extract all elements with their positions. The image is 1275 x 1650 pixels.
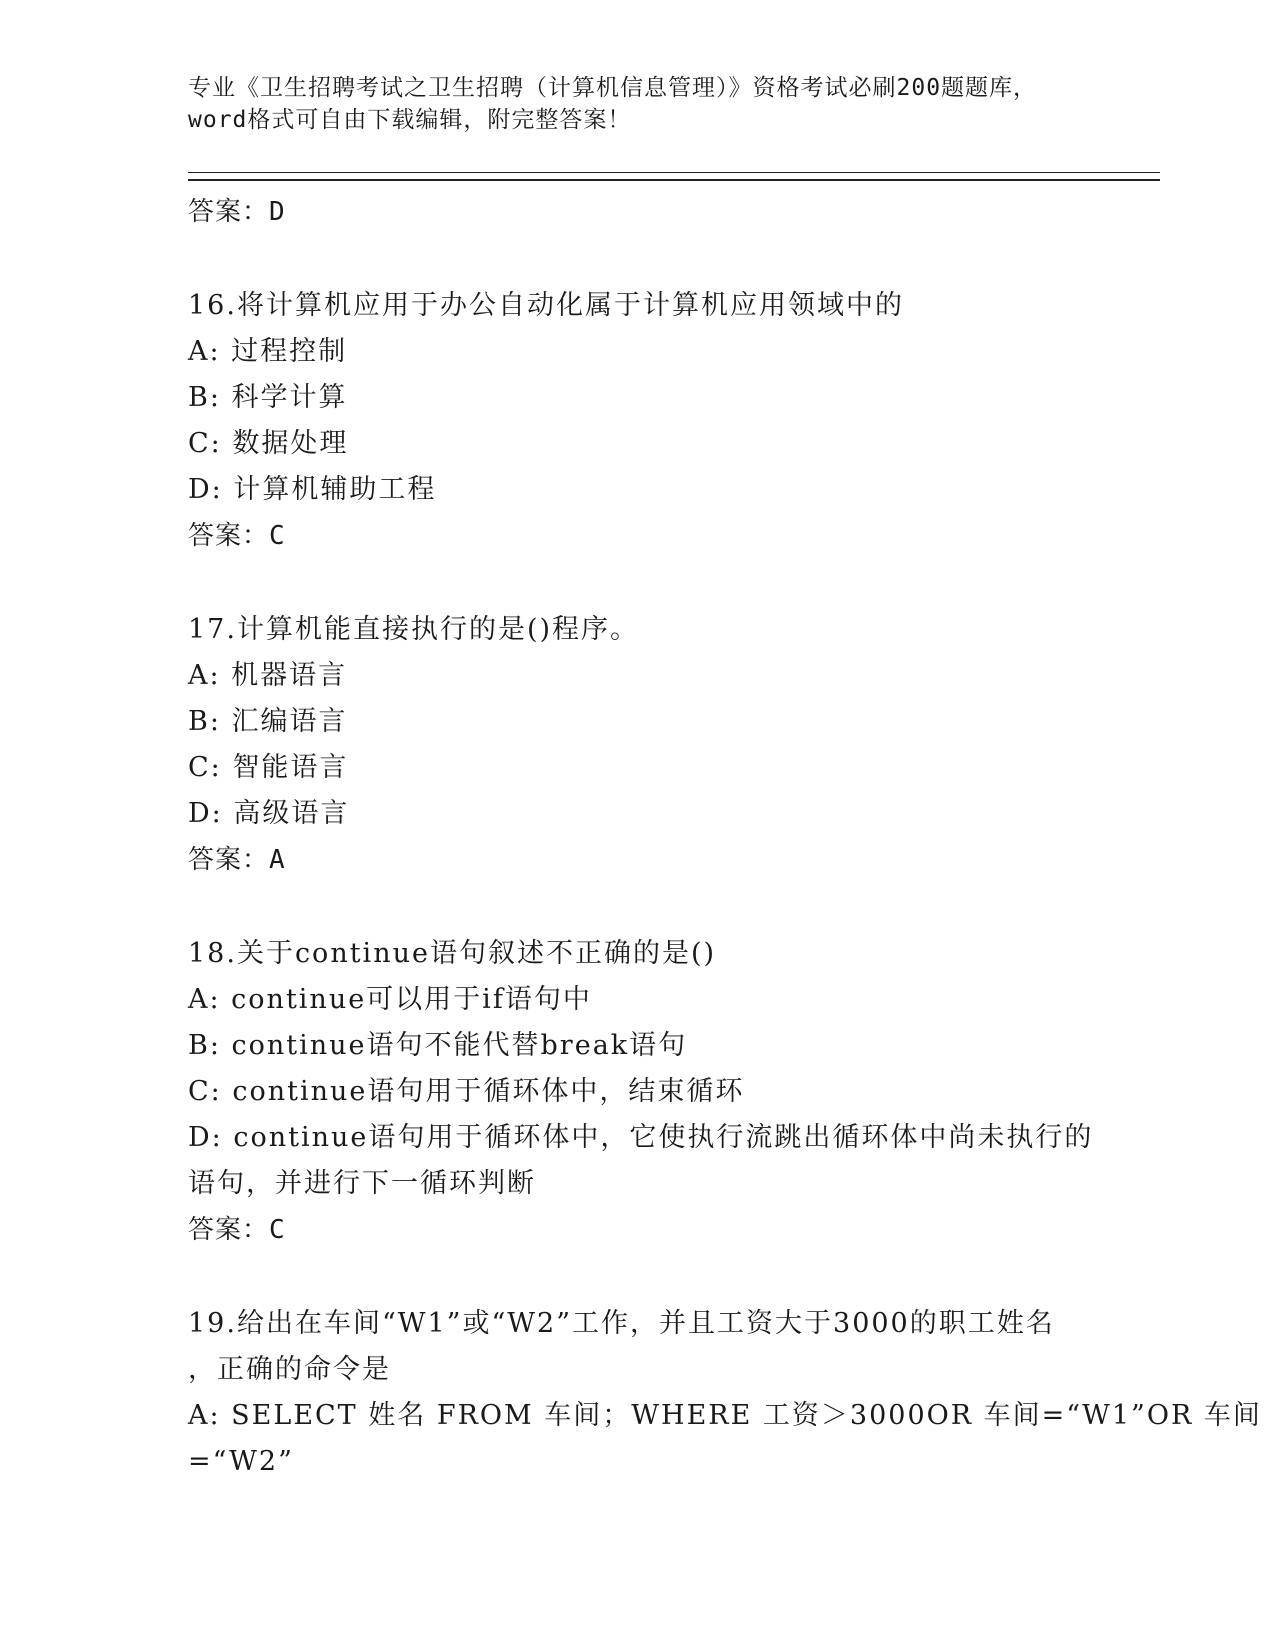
question-17 xyxy=(188,607,1160,883)
question-stem-continuation: ，正确的命令是 xyxy=(188,1354,391,1385)
option-b: B: 汇编语言 xyxy=(188,706,348,737)
answer: 答案：C xyxy=(188,1215,286,1245)
answer: 答案：C xyxy=(188,521,286,551)
option-a: A: continue可以用于if语句中 xyxy=(188,984,592,1015)
document-header-line-2: word格式可自由下载编辑，附完整答案！ xyxy=(188,107,632,133)
document-page xyxy=(188,72,1262,1485)
question-stem: 19.给出在车间“W1”或“W2”工作，并且工资大于3000的职工姓名 xyxy=(188,1308,1055,1339)
option-c: C: continue语句用于循环体中，结束循环 xyxy=(188,1076,745,1107)
option-c: C: 智能语言 xyxy=(188,752,349,783)
question-18 xyxy=(188,931,1160,1253)
option-d-continuation: 语句，并进行下一循环判断 xyxy=(188,1168,536,1199)
option-a: A: 机器语言 xyxy=(188,660,348,691)
option-d: D: continue语句用于循环体中，它使执行流跳出循环体中尚未执行的 xyxy=(188,1122,1094,1153)
option-d: D: 计算机辅助工程 xyxy=(188,474,437,505)
answer: 答案：A xyxy=(188,845,286,875)
option-a-continuation: =“W2” xyxy=(188,1446,294,1477)
option-a: A: 过程控制 xyxy=(188,336,348,367)
question-stem: 18.关于continue语句叙述不正确的是() xyxy=(188,938,717,969)
option-d: D: 高级语言 xyxy=(188,798,350,829)
option-c: C: 数据处理 xyxy=(188,428,349,459)
question-19 xyxy=(188,1301,1262,1485)
option-b: B: 科学计算 xyxy=(188,382,348,413)
header-double-rule xyxy=(188,172,1160,181)
option-a: A: SELECT 姓名 FROM 车间；WHERE 工资＞3000OR 车间=“W1”OR 车间 xyxy=(188,1400,1262,1431)
option-b: B: continue语句不能代替break语句 xyxy=(188,1030,688,1061)
document-header-line-1: 专业《卫生招聘考试之卫生招聘（计算机信息管理）》资格考试必刷200题题库， xyxy=(188,75,1038,101)
question-stem: 16.将计算机应用于办公自动化属于计算机应用领域中的 xyxy=(188,290,904,321)
question-stem: 17.计算机能直接执行的是()程序。 xyxy=(188,614,640,645)
question-16 xyxy=(188,283,1160,559)
previous-question-answer: 答案：D xyxy=(188,197,286,227)
